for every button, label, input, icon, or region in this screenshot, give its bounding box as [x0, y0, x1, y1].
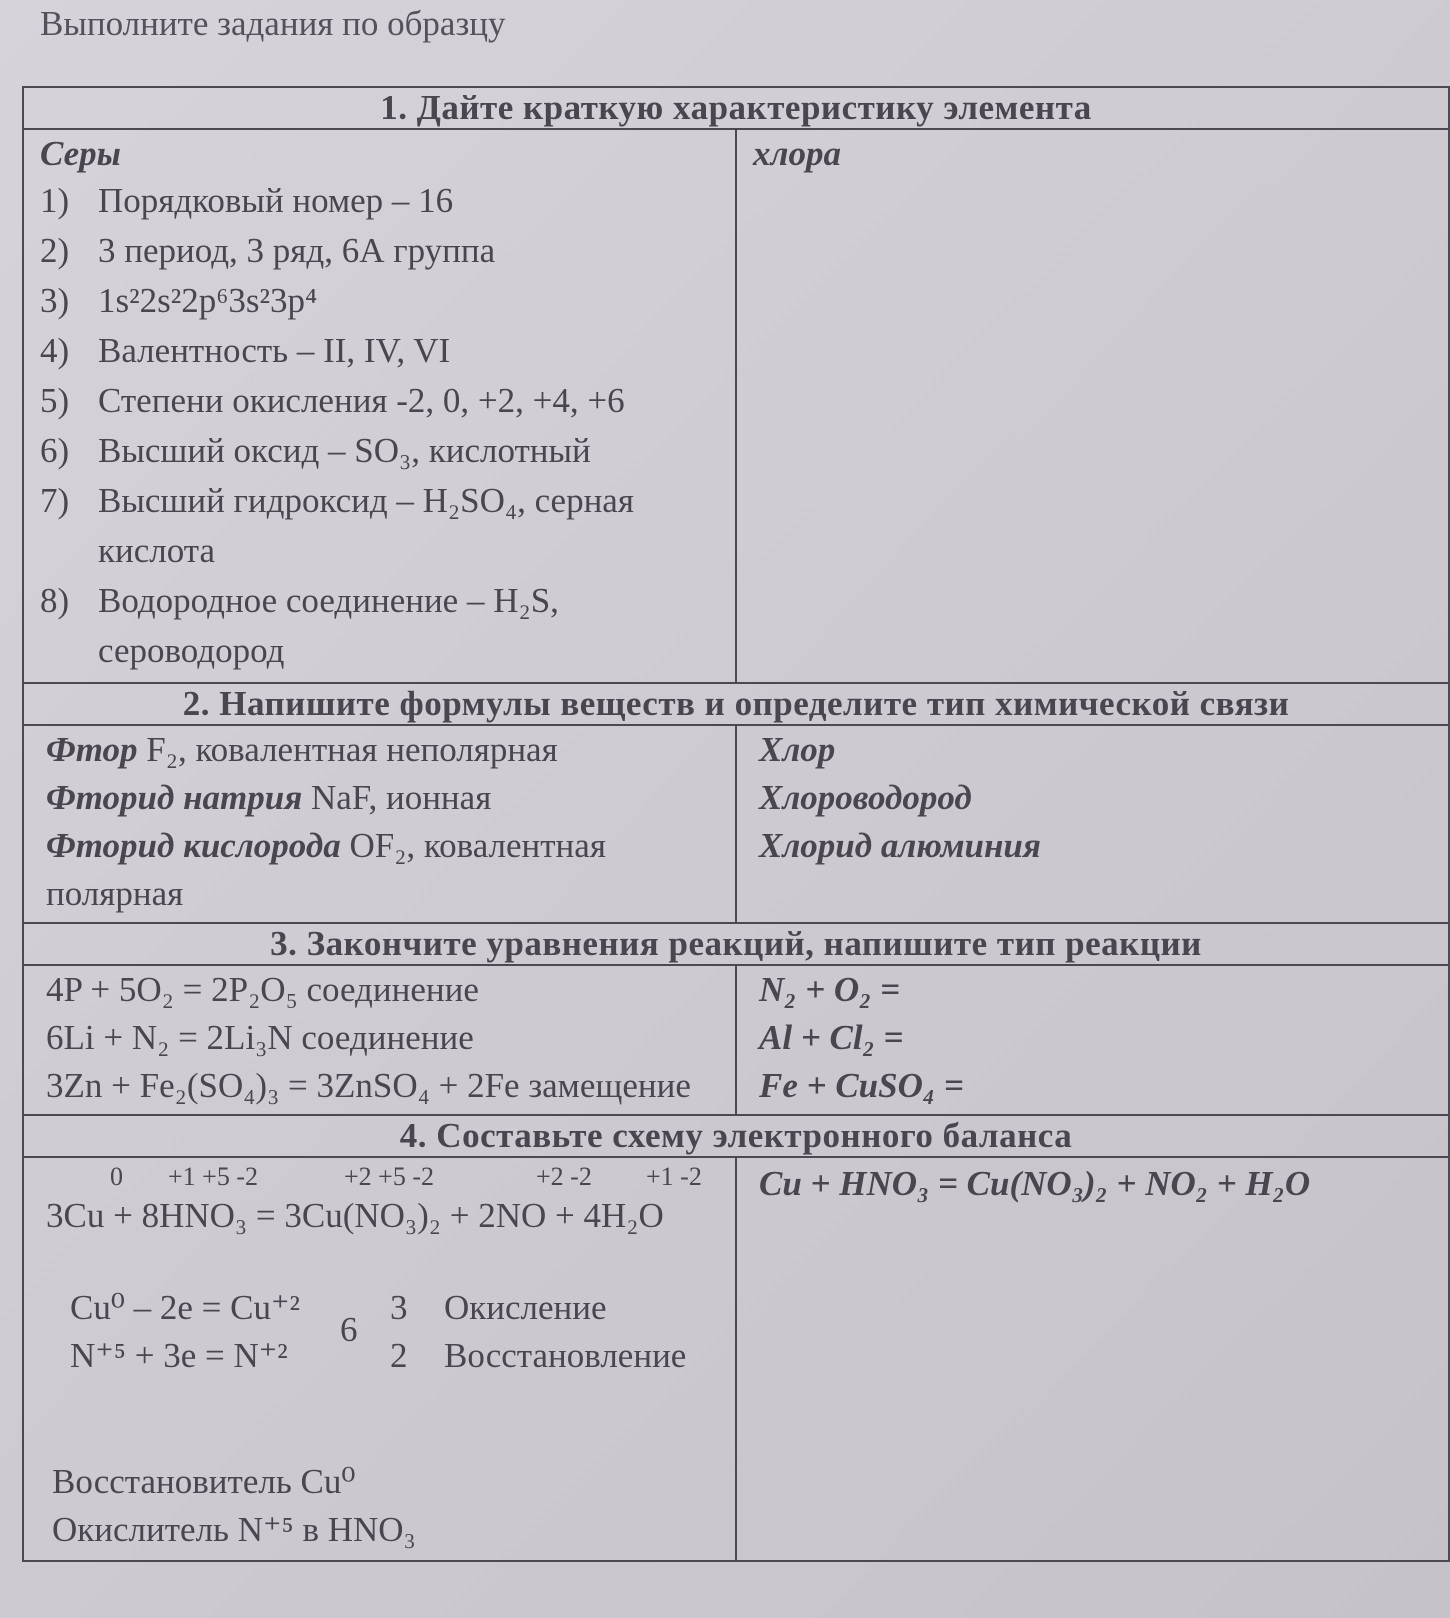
sulfur-cell: [23, 129, 736, 683]
section4-title: 4. Составьте схему электронного баланса: [23, 1115, 1449, 1157]
electron-lcm: 6: [340, 1310, 358, 1349]
reaction-line: N₂ + O₂ =: [759, 970, 901, 1009]
redox-roles: [24, 1458, 735, 1560]
balance-example-cell: [23, 1157, 736, 1561]
oxidation-state: +1 -2: [646, 1162, 702, 1191]
instruction-heading: Выполните задания по образцу: [40, 4, 506, 43]
chlorine-title: хлора: [753, 134, 841, 173]
list-item: 2) 3 период, 3 ряд, 6А группа: [40, 231, 496, 270]
fluorine-compounds-cell: [23, 725, 736, 923]
oxidation-state: +2 -2: [536, 1162, 592, 1191]
sulfur-properties: [24, 176, 735, 676]
task-equation: Cu + HNO₃ = Cu(NO₃)₂ + NO₂ + H₂O: [759, 1164, 1311, 1203]
oxidation-state: +2 +5 -2: [344, 1162, 434, 1191]
sulfur-title: Серы: [40, 134, 121, 173]
coefficient: 2: [390, 1336, 408, 1375]
worksheet-table: [22, 86, 1450, 1562]
list-item: 6) Высший оксид – SO₃, кислотный: [40, 431, 591, 470]
oxidation-state: 0: [110, 1162, 123, 1191]
compound-line: Хлорид алюминия: [759, 826, 1041, 865]
compound-line: Хлор: [759, 730, 836, 769]
reaction-line: 4P + 5O₂ = 2P₂O₅ соединение: [46, 970, 479, 1009]
balance-task-cell[interactable]: [736, 1157, 1449, 1561]
balanced-equation: 3Cu + 8HNO₃ = 3Cu(NO₃)₂ + 2NO + 4H₂O: [46, 1196, 664, 1235]
reaction-line: 3Zn + Fe₂(SO₄)₃ = 3ZnSO₄ + 2Fe замещение: [46, 1066, 691, 1105]
process-label: Окисление: [444, 1288, 607, 1327]
reaction-line: Fe + CuSO₄ =: [759, 1066, 964, 1105]
compound-line: Хлороводород: [759, 778, 972, 817]
coefficient: 3: [390, 1288, 408, 1327]
oxidation-state: +1 +5 -2: [168, 1162, 258, 1191]
reaction-line: Al + Cl₂ =: [759, 1018, 904, 1057]
section2-title: 2. Напишите формулы веществ и определите тип химической связи: [23, 683, 1449, 725]
compound-line: Фторид кислорода OF₂, ковалентная полярная: [46, 826, 606, 913]
reducer-line: Восстановитель Cu⁰: [52, 1462, 356, 1501]
section3-title: 3. Закончите уравнения реакций, напишите тип реакции: [23, 923, 1449, 965]
list-item: 8) Водородное соединение – H₂S, сероводород: [40, 581, 559, 670]
reactions-example-cell: [23, 965, 736, 1115]
list-item: 3) 1s²2s²2p⁶3s²3p⁴: [40, 281, 318, 320]
reaction-line: 6Li + N₂ = 2Li₃N соединение: [46, 1018, 474, 1057]
list-item: 1) Порядковый номер – 16: [40, 181, 454, 220]
section1-title: 1. Дайте краткую характеристику элемента: [23, 87, 1449, 129]
oxidation-states: [24, 1162, 735, 1196]
chlorine-compounds-cell[interactable]: [736, 725, 1449, 923]
list-item: 4) Валентность – II, IV, VI: [40, 331, 451, 370]
electron-balance: [24, 1288, 735, 1418]
process-label: Восстановление: [444, 1336, 687, 1375]
list-item: 7) Высший гидроксид – H₂SO₄, серная кислота: [40, 481, 634, 570]
half-reaction-reduction: N⁺⁵ + 3e = N⁺²: [70, 1336, 288, 1375]
list-item: 5) Степени окисления -2, 0, +2, +4, +6: [40, 381, 625, 420]
compound-line: Фторид натрия NaF, ионная: [46, 778, 492, 817]
chlorine-cell[interactable]: [736, 129, 1449, 683]
oxidizer-line: Окислитель N⁺⁵ в HNO₃: [52, 1510, 416, 1549]
half-reaction-oxidation: Cu⁰ – 2e = Cu⁺²: [70, 1288, 300, 1327]
compound-line: Фтор F₂, ковалентная неполярная: [46, 730, 558, 769]
reactions-task-cell[interactable]: [736, 965, 1449, 1115]
